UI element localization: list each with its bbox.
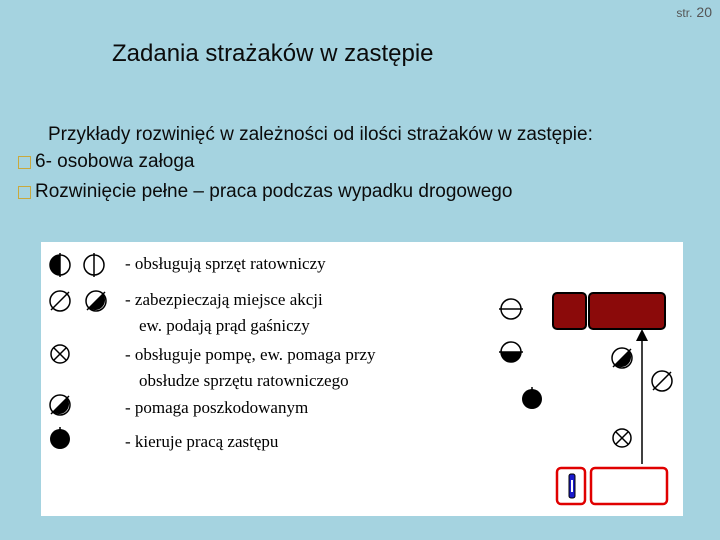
fire-truck xyxy=(553,293,665,329)
cross-circle-icon xyxy=(613,429,631,447)
vertical-line-circle-icon xyxy=(84,253,104,277)
bullet-item xyxy=(18,151,195,173)
bullet-box-icon xyxy=(18,186,31,199)
bullet-item xyxy=(18,181,512,203)
bullet-text: Rozwinięcie pełne – praca podczas wypadku drogowego xyxy=(35,181,513,202)
legend-text: - zabezpieczają miejsce akcji xyxy=(125,290,323,309)
page-number-prefix: str. xyxy=(676,6,693,20)
bullet-text: 6- osobowa załoga xyxy=(35,151,195,172)
legend-text: ew. podają prąd gaśniczy xyxy=(139,316,310,335)
slide-title: Zadania strażaków w zastępie xyxy=(112,40,434,67)
legend-text: - obsługuje pompę, ew. pomaga przy xyxy=(125,345,376,364)
slash-circle-icon xyxy=(652,371,672,391)
legend-text: - obsługują sprzęt ratowniczy xyxy=(125,254,326,273)
half-dark-slash-circle-icon xyxy=(50,395,70,415)
accident-vehicle xyxy=(557,468,667,504)
legend-text: obsłudze sprzętu ratowniczego xyxy=(139,371,349,390)
slide-subtitle: Przykłady rozwinięć w zależności od ilości strażaków w zastępie: xyxy=(48,124,593,145)
half-dark-horizontal-circle-icon xyxy=(499,342,523,362)
cross-circle-icon xyxy=(51,345,69,363)
bullet-box-icon xyxy=(18,156,31,169)
filled-circle-icon xyxy=(522,387,542,409)
filled-circle-icon xyxy=(50,427,70,449)
page-number xyxy=(676,4,712,20)
horizontal-line-circle-icon xyxy=(499,299,523,319)
legend-row-2-symbols xyxy=(50,291,106,311)
legend-text: - kieruje pracą zastępu xyxy=(125,432,279,451)
half-dark-circle-icon xyxy=(50,253,70,277)
half-dark-slash-circle-icon xyxy=(86,291,106,311)
page-number-value: 20 xyxy=(696,4,712,20)
deployment-diagram xyxy=(41,242,683,516)
legend-text: - pomaga poszkodowanym xyxy=(125,398,309,417)
slash-circle-icon xyxy=(50,291,70,311)
legend-row-1-symbols xyxy=(50,253,104,277)
half-dark-slash-circle-icon xyxy=(612,348,632,368)
